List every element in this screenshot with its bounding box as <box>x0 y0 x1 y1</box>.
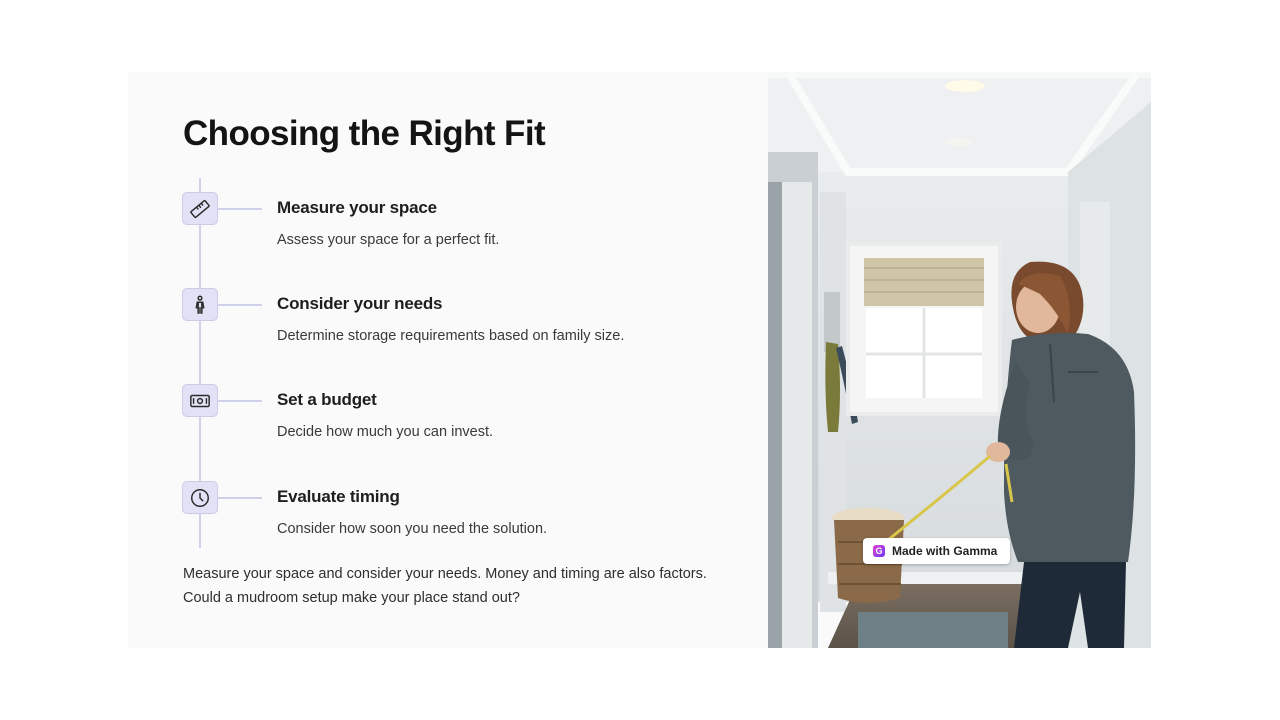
slide-title: Choosing the Right Fit <box>183 114 546 153</box>
timeline-connector <box>218 304 262 306</box>
badge-label: Made with Gamma <box>892 544 998 558</box>
gamma-logo-icon: G <box>873 545 885 557</box>
summary-text: Measure your space and consider your needs. Money and timing are also factors. Could a mudroom setup make your place stand out? <box>183 566 707 606</box>
step-title: Measure your space <box>277 198 437 217</box>
timeline-connector <box>218 400 262 402</box>
timeline-step-measure <box>182 192 742 256</box>
made-with-gamma-badge[interactable] <box>863 538 1010 564</box>
step-description: Assess your space for a perfect fit. <box>277 232 500 248</box>
timeline-connector <box>218 208 262 210</box>
step-title: Set a budget <box>277 390 377 409</box>
clock-icon <box>182 481 218 514</box>
step-description: Determine storage requirements based on family size. <box>277 328 625 344</box>
step-title: Consider your needs <box>277 294 443 313</box>
timeline-connector <box>218 497 262 499</box>
ruler-icon <box>182 192 218 225</box>
timeline-step-timing <box>182 481 742 545</box>
step-description: Consider how soon you need the solution. <box>277 521 548 537</box>
timeline-step-needs <box>182 288 742 352</box>
person-icon <box>182 288 218 321</box>
money-icon <box>182 384 218 417</box>
step-description: Decide how much you can invest. <box>277 424 493 440</box>
step-title: Evaluate timing <box>277 487 400 506</box>
timeline-step-budget <box>182 384 742 448</box>
content-panel <box>128 72 768 648</box>
